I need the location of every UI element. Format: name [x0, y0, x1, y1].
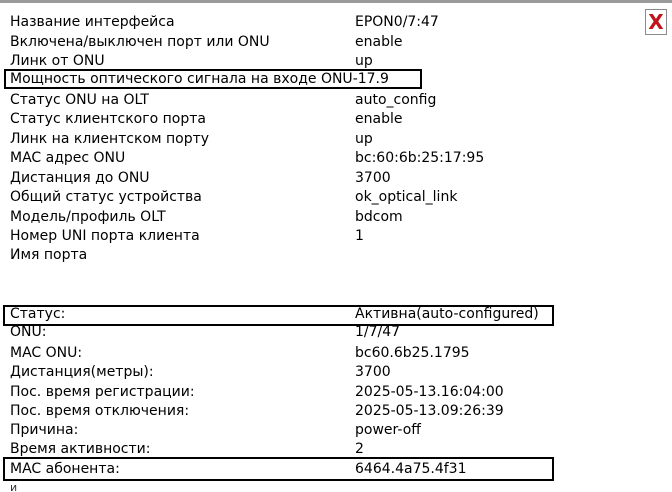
row-value: Активна(auto-configured)	[355, 306, 539, 322]
row-value: up	[355, 53, 373, 69]
row-label: Время активности:	[10, 441, 151, 457]
row-label: MAC адрес ONU	[10, 150, 126, 166]
row-label: Дистанция(метры):	[10, 364, 154, 380]
row-label: Номер UNI порта клиента	[10, 228, 200, 244]
row-value: bdcom	[355, 209, 403, 225]
row-label: ONU:	[10, 324, 47, 340]
row-value: 1	[355, 228, 364, 244]
row-value: auto_config	[355, 92, 437, 108]
row-value: ok_optical_link	[355, 189, 458, 205]
row-label: Общий статус устройства	[10, 189, 202, 205]
row-value: 2025-05-13.09:26:39	[355, 403, 504, 419]
row-value: EPON0/7:47	[355, 14, 439, 30]
row-label: Название интерфейса	[10, 14, 175, 30]
row-value: power-off	[355, 422, 421, 438]
row-label: Причина:	[10, 422, 79, 438]
partial-row-text: и	[10, 484, 18, 492]
row-value: bc60.6b25.1795	[355, 345, 470, 361]
highlight-optical-power	[4, 69, 422, 89]
top-border	[0, 0, 672, 3]
row-label: MAC абонента:	[10, 461, 120, 477]
row-value: 1/7/47	[355, 324, 401, 340]
row-value: bc:60:6b:25:17:95	[355, 150, 485, 166]
row-label: Модель/профиль OLT	[10, 209, 166, 225]
row-value: 2025-05-13.16:04:00	[355, 384, 504, 400]
row-label: Статус ONU на OLT	[10, 92, 149, 108]
row-label: Статус:	[10, 306, 66, 322]
row-value: up	[355, 131, 373, 147]
highlight-status	[3, 305, 554, 326]
row-label: Линк от ONU	[10, 53, 105, 69]
row-value: enable	[355, 111, 403, 127]
row-label: Включена/выключен порт или ONU	[10, 34, 270, 50]
row-label: Линк на клиентском порту	[10, 131, 210, 147]
row-value: enable	[355, 34, 403, 50]
row-label: Мощность оптического сигнала на входе ONU	[10, 71, 353, 87]
row-label: Статус клиентского порта	[10, 111, 206, 127]
row-label: Пос. время регистрации:	[10, 384, 195, 400]
row-value: 6464.4a75.4f31	[355, 461, 467, 477]
close-button[interactable]	[645, 9, 667, 35]
row-value: 2	[355, 441, 364, 457]
row-label: Дистанция до ONU	[10, 170, 150, 186]
row-value: 3700	[355, 364, 391, 380]
row-value: 3700	[355, 170, 391, 186]
close-icon: X	[648, 10, 664, 34]
highlight-subscriber-mac	[3, 457, 554, 481]
row-label: Пос. время отключения:	[10, 403, 190, 419]
row-label: Имя порта	[10, 247, 88, 263]
row-label: MAC ONU:	[10, 345, 83, 361]
row-value: -17.9	[352, 71, 389, 87]
